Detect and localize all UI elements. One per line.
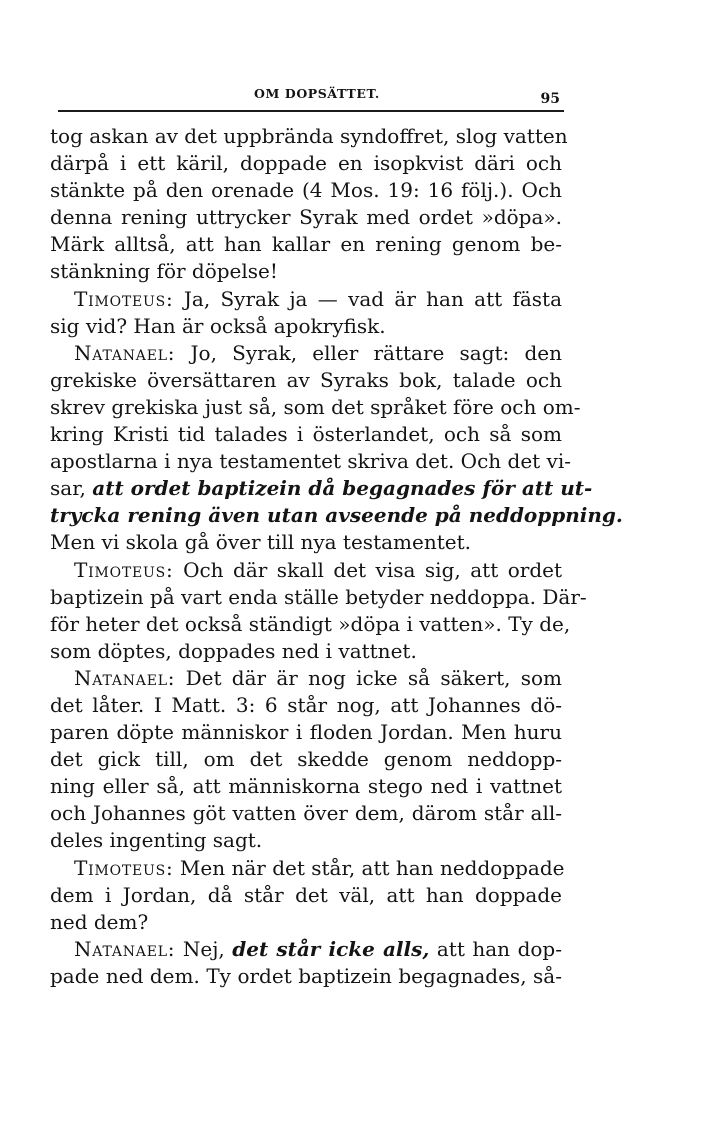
text-line: stänkning för döpelse!: [50, 259, 278, 284]
running-title: OM DOPSÄTTET.: [254, 86, 380, 101]
text-line: det gick till, om det skedde genom neddopp-: [50, 747, 562, 772]
text-line: som döptes, doppades ned i vattnet.: [50, 638, 417, 663]
speech-text: Men när det står, att han neddoppade: [173, 855, 565, 880]
speaker-name: Timoteus:: [74, 557, 174, 582]
text-line: baptizein på vart enda ställe betyder neddoppa. Där-: [50, 584, 587, 609]
speaker-name: Natanael:: [74, 665, 176, 690]
text-line: [50, 502, 623, 529]
text-line: stänkte på den orenade (4 Mos. 19: 16 följ.). Och: [50, 178, 562, 203]
speaker-name: Natanael:: [74, 936, 176, 961]
text-line: för heter det också ständigt »döpa i vatten». Ty de,: [50, 611, 571, 636]
speech-text: Det där är nog icke så säkert, som: [175, 665, 562, 690]
dialogue-line: [50, 936, 562, 963]
text-line: och Johannes göt vatten över dem, därom står all-: [50, 801, 562, 826]
speaker-name: Timoteus:: [74, 286, 174, 311]
text-line: därpå i ett käril, doppade en isopkvist däri och: [50, 151, 562, 176]
body-text: [50, 123, 623, 990]
text-line: Men vi skola gå över till nya testamentet.: [50, 530, 471, 555]
text-line: grekiske översättaren av Syraks bok, talade och: [50, 367, 562, 392]
speech-text: Jo, Syrak, eller rättare sagt: den: [175, 340, 562, 365]
text-line: skrev grekiska just så, som det språket före och om-: [50, 394, 581, 419]
dialogue-line: [50, 665, 562, 692]
text-line: denna rening uttrycker Syrak med ordet »döpa».: [50, 205, 562, 230]
dialogue-line: [50, 286, 562, 313]
dialogue-line: [50, 340, 562, 367]
text-line: tog askan av det uppbrända syndoffret, slog vatten: [50, 124, 568, 148]
page-number: 95: [540, 91, 560, 107]
speaker-name: Natanael:: [74, 340, 176, 365]
text-line: apostlarna i nya testamentet skriva det. Och det vi-: [50, 449, 572, 474]
text-line: sig vid? Han är också apokryfisk.: [50, 313, 386, 338]
text-line: [50, 475, 593, 502]
speech-text: att han dop-: [429, 936, 562, 961]
dialogue-line: [50, 855, 565, 882]
page-header: [58, 86, 564, 108]
speech-text: Nej,: [175, 936, 233, 961]
text-line: pade ned dem. Ty ordet baptizein begagnades, så-: [50, 963, 562, 988]
text-line: dem i Jordan, då står det väl, att han doppade: [50, 882, 562, 907]
text-line: deles ingenting sagt.: [50, 828, 263, 853]
speaker-name: Timoteus:: [74, 855, 174, 880]
text-line: paren döpte människor i floden Jordan. Men huru: [50, 720, 562, 745]
text-line: det låter. I Matt. 3: 6 står nog, att Johannes dö-: [50, 692, 562, 717]
speech-text: Och där skall det visa sig, att ordet: [173, 557, 562, 582]
header-rule: [58, 110, 564, 112]
dialogue-line: [50, 557, 562, 584]
text-segment: sar,: [50, 476, 93, 501]
italic-emphasis: att ordet baptizein då begagnades för att ut-: [92, 476, 593, 501]
text-line: kring Kristi tid talades i österlandet, och så som: [50, 422, 562, 447]
text-line: Märk alltså, att han kallar en rening genom be-: [50, 232, 562, 257]
italic-emphasis: det står icke alls,: [232, 936, 430, 961]
text-line: ned dem?: [50, 909, 149, 934]
text-line: ning eller så, att människorna stego ned i vattnet: [50, 774, 562, 799]
italic-emphasis: trycka rening även utan avseende på neddoppning.: [50, 503, 623, 528]
speech-text: Ja, Syrak ja — vad är han att fästa: [173, 286, 562, 311]
